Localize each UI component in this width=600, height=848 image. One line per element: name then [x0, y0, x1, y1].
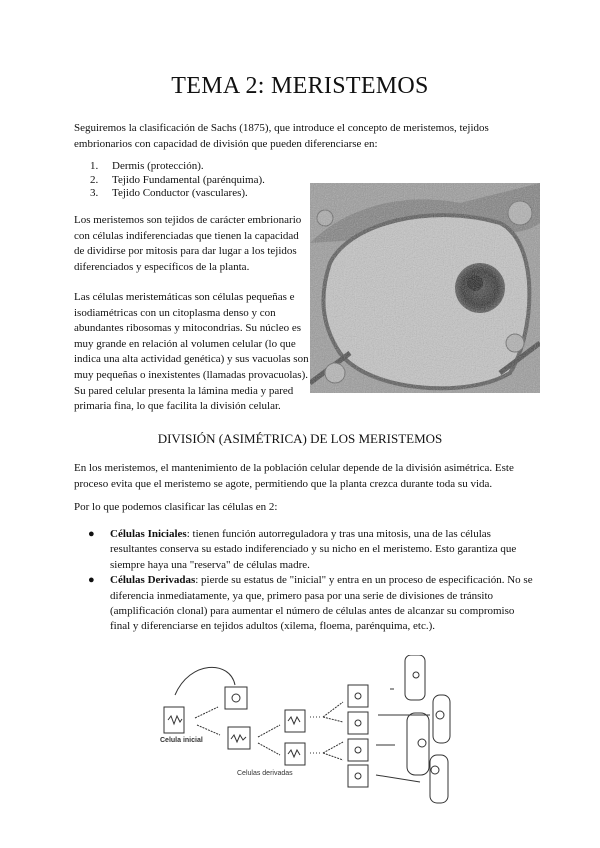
list-text: Tejido Fundamental (parénquima).: [112, 173, 265, 186]
cell-type-list: [88, 527, 536, 635]
list-text: Tejido Conductor (vasculares).: [112, 187, 248, 199]
list-text: Dermis (protección).: [112, 160, 204, 172]
bullet-icon: ●: [88, 528, 95, 540]
derived-cells-label: Celulas derivadas: [237, 770, 293, 777]
meristem-micrograph: [310, 183, 540, 393]
list-item-initial-cells: [88, 527, 536, 573]
definition-paragraph: Los meristemos son tejidos de carácter embrionario con células indiferenciadas que tienen la capacidad de dividirse por mitosis para dar lugar a los tejidos diferenciados y específicos de la planta.: [74, 214, 302, 273]
list-number: 3.: [90, 187, 99, 199]
initial-cell-label: Celula inicial: [160, 737, 203, 744]
daughter-cell: [225, 687, 247, 709]
tissue-list: [90, 160, 265, 201]
self-renewal-arrow: [175, 667, 235, 695]
classify-paragraph: Por lo que podemos clasificar las células en 2:: [74, 501, 278, 513]
definition: : pierde su estatus de "inicial" y entra en un proceso de especificación. No se diferencia inmediatamente, ya que, primero pasa por una serie de divisiones de tránsito (amplificación clonal) para aumentar el número de células antes de alcanzar su compromiso final y diferenciarse en tejidos adultos (xilema, floema, parénquima, etc.).: [110, 574, 533, 633]
term: Células Derivadas: [110, 574, 196, 587]
list-number: 1.: [90, 160, 99, 172]
definition: : tienen función autorreguladora y tras una mitosis, una de las células resultantes conserva su estado indiferenciado y su nicho en el meristemo. Esto garantiza que siempre haya una "reserva" de células madre.: [110, 528, 517, 571]
cell-features-paragraph: Las células meristemáticas son células pequeñas e isodiamétricas con un citoplasma denso y con abundantes ribosomas y mitocondrias. Su núcleo es muy grande en relación al volumen celular (lo que indica una alta actividad genética) y sus vacuolas son muy pequeñas o inexistentes (llamadas provacuolas). Su pared celular presenta la lámina media y pared primaria fina, lo que facilita la división celular.: [74, 291, 309, 413]
list-item: [90, 160, 265, 174]
section-heading: DIVISIÓN (ASIMÉTRICA) DE LOS MERISTEMOS: [157, 431, 443, 446]
list-item-derived-cells: [88, 573, 536, 635]
list-number: 2.: [90, 173, 99, 186]
list-item: [90, 187, 265, 201]
term: Células Iniciales: [110, 528, 187, 540]
list-item: [90, 174, 265, 188]
page-title: TEMA 2: MERISTEMOS: [171, 73, 429, 99]
intro-paragraph: Seguiremos la clasificación de Sachs (1875), que introduce el concepto de meristemos, tejidos embrionarios con capacidad de división que pueden diferenciarse en:: [74, 122, 489, 150]
bullet-icon: ●: [88, 574, 95, 587]
division-paragraph: En los meristemos, el mantenimiento de la población celular depende de la división asimétrica. Este proceso evita que el meristemo se agote, permitiendo que la planta crezca durante toda su vida.: [74, 462, 514, 490]
